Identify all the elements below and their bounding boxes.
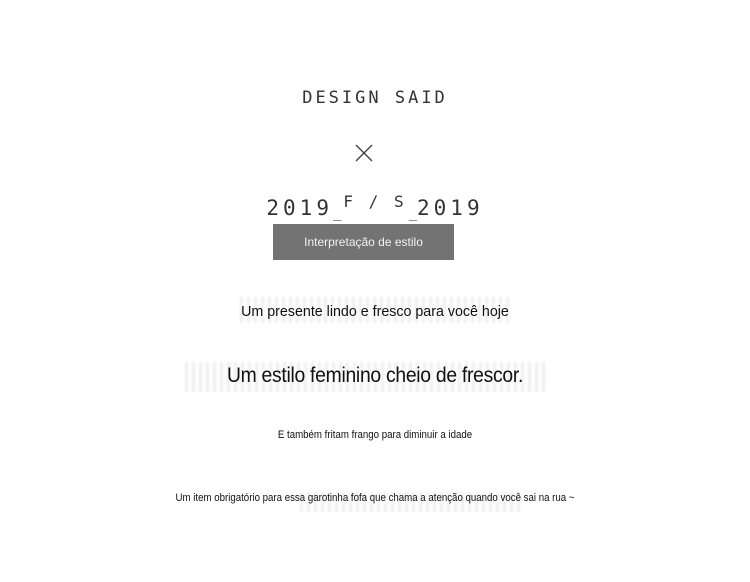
brand-title: DESIGN SAID [302,88,448,108]
style-badge-label: Interpretação de estilo [304,235,423,249]
style-badge [273,224,454,260]
close-icon [354,143,374,163]
fried-chicken-text: E também fritam frango para diminuir a idade [277,429,473,441]
gift-text: Um presente lindo e fresco para você hoje [241,303,509,320]
season-year-left: 2019 [266,196,333,220]
season-label [0,192,750,221]
must-have-text: Um item obrigatório para essa garotinha fofa que chama a atenção quando você sai na rua ~ [175,492,575,504]
season-dash-right: _ [408,205,418,221]
season-dash-left: _ [332,205,342,221]
season-year-right: 2019 [417,196,484,220]
headline-text: Um estilo feminino cheio de frescor. [226,364,524,387]
season-code: F / S [343,192,407,211]
